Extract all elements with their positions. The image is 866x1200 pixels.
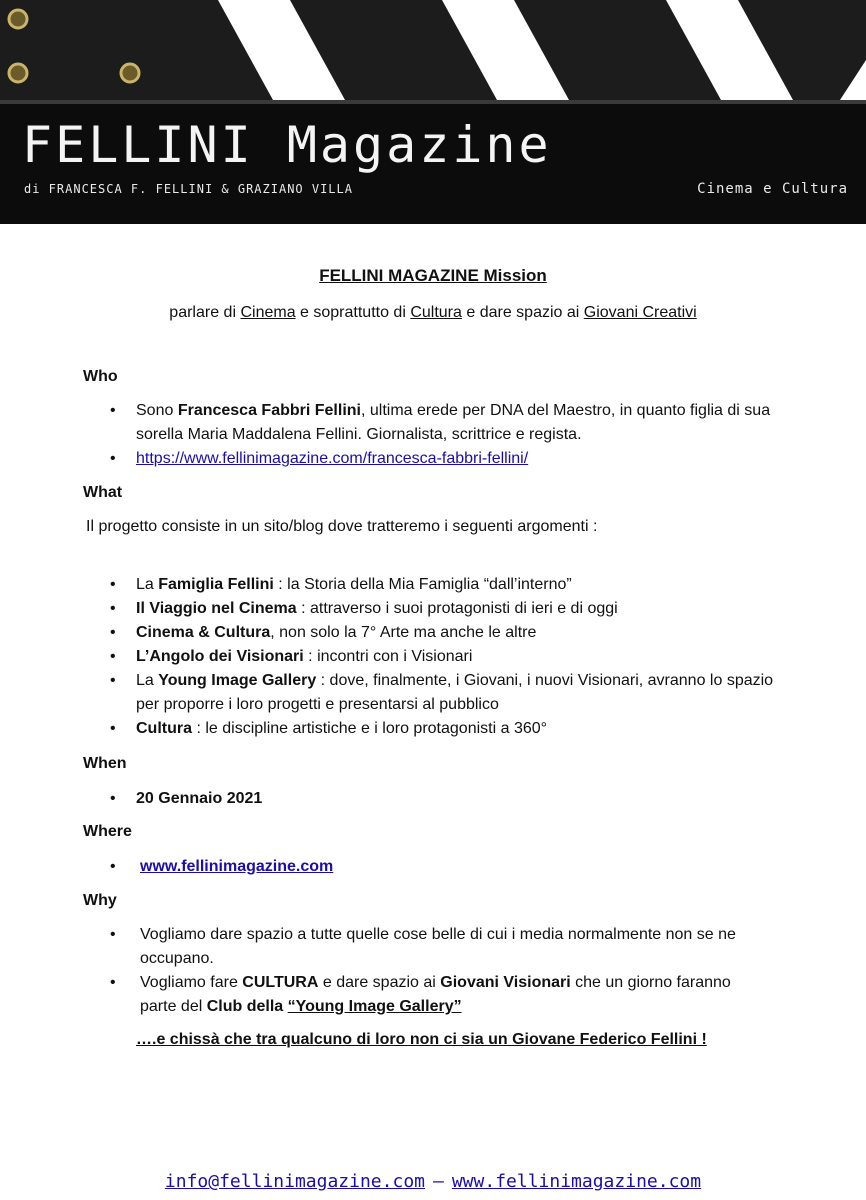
why-text: e dare spazio ai (318, 974, 441, 991)
mission-text: e dare spazio ai (461, 304, 584, 321)
why-bold: Giovani Visionari (440, 974, 571, 991)
why-bold: CULTURA (242, 974, 319, 991)
list-item (110, 645, 790, 669)
list-item (110, 669, 790, 717)
topic-text: : la Storia della Mia Famiglia “dall’interno” (273, 576, 572, 593)
topics-list (110, 573, 790, 741)
list-item (110, 787, 790, 811)
who-name: Francesca Fabbri Fellini (177, 402, 361, 419)
list-item (110, 717, 790, 741)
list-item (110, 573, 790, 597)
magazine-title: FELLINI Magazine (22, 116, 552, 174)
footer-website-link[interactable]: www.fellinimagazine.com (451, 1171, 702, 1192)
who-text: Sono (136, 402, 178, 419)
topic-text: , non solo la 7° Arte ma anche le altre (270, 624, 537, 641)
why-list (110, 923, 770, 1019)
masthead-header (0, 0, 866, 224)
tagline: Cinema e Cultura (697, 181, 848, 197)
footer-separator: – (433, 1171, 444, 1192)
topic-name: Famiglia Fellini (158, 576, 274, 593)
topic-name: L’Angolo dei Visionari (136, 648, 304, 665)
when-list (110, 787, 790, 811)
why-text: che un giorno faranno parte del (140, 974, 731, 1015)
email-link[interactable]: info@fellinimagazine.com (164, 1171, 425, 1192)
why-text: Vogliamo fare (140, 974, 243, 991)
topic-name: Il Viaggio nel Cinema (136, 600, 297, 617)
topic-text: : le discipline artistiche e i loro protagonisti a 360° (192, 720, 548, 737)
who-heading: Who (83, 368, 118, 385)
topic-text: : dove, finalmente, i Giovani, i nuovi Visionari, avranno lo spazio per proporre i loro progetti e presentarsi al pubblico (136, 672, 774, 713)
footer-contacts (0, 1171, 866, 1192)
closing-statement: ….e chissà che tra qualcuno di loro non ci sia un Giovane Federico Fellini ! (136, 1031, 707, 1048)
where-list (110, 855, 790, 879)
topic-name: Cultura (136, 720, 192, 737)
topic-text: : incontri con i Visionari (303, 648, 473, 665)
who-text: , ultima erede per DNA del Maestro, in quanto figlia di sua sorella Maria Maddalena Fellini. Giornalista, scrittrice e regista. (136, 402, 771, 443)
launch-date: 20 Gennaio 2021 (136, 790, 263, 807)
list-item (110, 971, 770, 1019)
topic-text: : attraverso i suoi protagonisti di ieri e di oggi (296, 600, 618, 617)
clapperboard-graphic (0, 0, 866, 100)
topic-name: Cinema & Cultura (136, 624, 271, 641)
why-text: Vogliamo dare spazio a tutte quelle cose belle di cui i media normalmente non se ne occupano. (140, 926, 736, 967)
mission-cinema: Cinema (240, 304, 296, 321)
when-heading: When (83, 755, 127, 772)
why-bold: Club della (206, 998, 288, 1015)
topic-name: Young Image Gallery (158, 672, 317, 689)
list-item (110, 399, 790, 447)
where-heading: Where (83, 823, 132, 840)
francesca-profile-link[interactable]: https://www.fellinimagazine.com/francesca-fabbri-fellini/ (136, 450, 529, 467)
mission-text: parlare di (169, 304, 241, 321)
young-image-gallery: “Young Image Gallery” (287, 998, 462, 1015)
list-item (110, 923, 770, 971)
what-heading: What (83, 484, 123, 501)
website-link[interactable]: www.fellinimagazine.com (140, 858, 334, 875)
mission-title: FELLINI MAGAZINE Mission (319, 266, 547, 285)
list-item (110, 597, 790, 621)
mission-giovani: Giovani Creativi (583, 304, 697, 321)
clapper-hinge (0, 100, 866, 104)
list-item (110, 621, 790, 645)
what-intro: Il progetto consiste in un sito/blog dove tratteremo i seguenti argomenti : (86, 518, 598, 535)
topic-text: La (136, 672, 159, 689)
who-list (110, 399, 790, 471)
why-heading: Why (83, 892, 117, 909)
topic-text: La (136, 576, 159, 593)
list-item (110, 855, 790, 879)
authors-line: di FRANCESCA F. FELLINI & GRAZIANO VILLA (24, 182, 353, 196)
list-item (110, 447, 790, 471)
mission-subtitle (0, 304, 866, 322)
mission-text: e soprattutto di (295, 304, 411, 321)
clapperboard-stripes (0, 0, 866, 100)
mission-cultura: Cultura (410, 304, 462, 321)
